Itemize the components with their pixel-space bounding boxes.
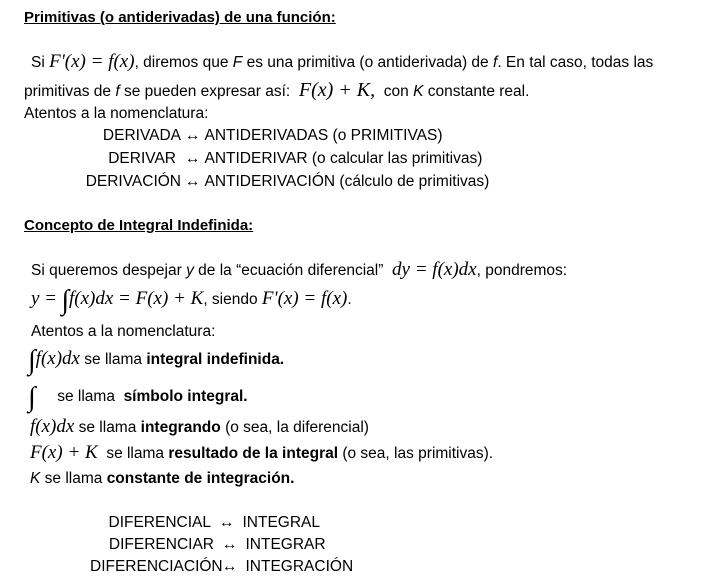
section1-paragraph-line2 [24,78,529,102]
text-fragment: . En tal caso, todas las [497,54,654,71]
text-fragment: se llama [106,445,165,462]
text-fragment: se llama [44,470,103,487]
pair-left: DIFERENCIAR [108,536,214,553]
var-f: f [115,83,120,100]
formula-integral: f(x)dx = F(x) + K [69,288,204,309]
formula-derivative: F'(x) = f(x) [49,51,135,72]
double-arrow-icon: ↔ [185,150,201,167]
text-fragment: constante real. [427,83,530,100]
formula-primitives: F(x) + K, [298,79,376,101]
text-fragment: es una primitiva (o antiderivada) de [246,54,489,71]
section1-pair-row [60,127,443,146]
text-fragment: , siendo [203,291,258,308]
var-K: K [413,83,424,100]
text-fragment: primitivas de [24,83,111,100]
pair-right: INTEGRAL [242,514,321,531]
formula-lhs: y = [31,288,58,309]
text-fragment: , pondremos: [476,262,568,279]
var-F: F [232,54,243,71]
pair-left: DERIVACIÓN [85,173,181,190]
formula-result: F(x) + K [30,442,98,463]
section1-heading: Primitivas (o antiderivadas) de una función: [24,9,336,26]
nomenclature-item [30,416,369,439]
formula-derivative: F'(x) = f(x) [261,288,348,309]
nomenclature-item [30,470,294,489]
term-bold: resultado de la integral [168,445,339,462]
integral-icon: ∫ [61,285,69,316]
pair-right: INTEGRAR [245,536,326,553]
nomenclature-item [28,347,284,375]
integral-icon: ∫ [28,345,36,376]
text-fragment: , diremos que [134,54,229,71]
section2-pair-row [90,558,353,577]
pair-left: DIFERENCIACIÓN [90,558,223,575]
double-arrow-icon: ↔ [222,536,238,553]
pair-right: ANTIDERIVADAS (o PRIMITIVAS) [204,127,443,144]
double-arrow-icon: ↔ [219,514,235,531]
pair-right: ANTIDERIVAR (o calcular las primitivas) [204,150,483,167]
text-fragment: Si queremos despejar [31,262,182,279]
term-bold: integral indefinida. [146,351,285,368]
text-fragment: (o sea, la diferencial) [225,419,369,436]
pair-right: ANTIDERIVACIÓN (cálculo de primitivas) [204,173,490,190]
nomenclature-item [30,442,493,465]
term-bold: símbolo integral. [123,388,248,405]
formula-integrand: f(x)dx [30,416,75,437]
double-arrow-icon: ↔ [185,127,201,144]
section1-nomenclature-label: Atentos a la nomenclatura: [24,105,209,122]
term-bold: integrando [140,419,221,436]
pair-left: DIFERENCIAL [108,514,211,531]
section1-paragraph-line1 [31,51,653,74]
section2-paragraph-line1 [31,259,567,282]
pair-left: DERIVAR [108,150,176,167]
section1-pair-row [60,150,482,169]
formula-integrand: f(x)dx [35,348,80,369]
integral-icon: ∫ [28,382,36,413]
section2-paragraph-line2 [31,287,352,315]
word-si: Si [31,54,45,71]
text-fragment: de la “ecuación diferencial” [198,262,384,279]
section2-heading: Concepto de Integral Indefinida: [24,217,254,234]
section2-pair-row [90,536,326,555]
text-fragment: se pueden expresar así: [123,83,291,100]
pair-left: DERIVADA [102,127,181,144]
text-fragment: se llama [84,351,143,368]
text-fragment: (o sea, las primitivas). [342,445,494,462]
double-arrow-icon: ↔ [185,173,201,190]
pair-right: INTEGRACIÓN [245,558,354,575]
text-fragment: se llama [78,419,137,436]
var-y: y [186,262,194,279]
var-K: K [30,470,41,487]
text-fragment: se llama [57,388,115,405]
term-bold: constante de integración. [106,470,295,487]
section1-pair-row [60,173,489,192]
nomenclature-item [28,384,248,412]
text-fragment: . [347,291,352,308]
formula-differential-equation: dy = f(x)dx [392,259,477,280]
section2-nomenclature-label: Atentos a la nomenclatura: [31,323,216,340]
var-f: f [493,54,498,71]
section2-pair-row [90,514,320,533]
text-fragment: con [383,83,409,100]
double-arrow-icon: ↔ [222,558,238,575]
